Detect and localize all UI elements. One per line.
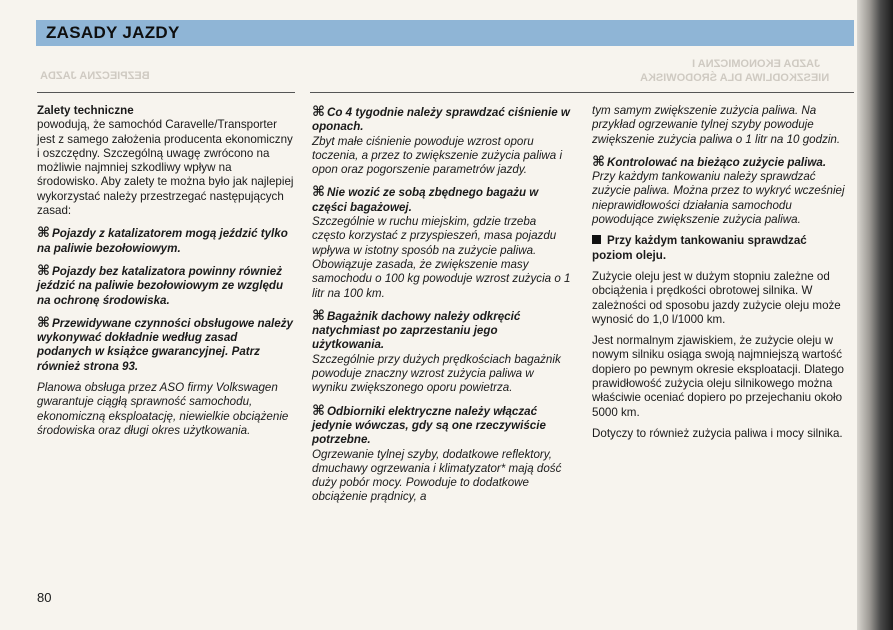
service-text: Przewidywane czynności obsługowe należy wykonywać dokładnie według zasad podanych w książce gwarancyjnej. Patrz również strona 93.	[37, 316, 293, 373]
tip-body: Szczególnie w ruchu miejskim, gdzie trzeba często korzystać z przyspieszeń, masa pojazdu wpływa w istotny sposób na zużycie paliwa. Obowiązuje zasada, że zwiększenie masy samochodu o 100 kg powoduje wzrost zużycia o 1 litr na 100 km.	[312, 215, 571, 300]
tip-heading: Nie wozić ze sobą zbędnego bagażu w części bagażowej.	[312, 186, 539, 214]
tip-heading: Co 4 tygodnie należy sprawdzać ciśnienie w oponach.	[312, 106, 570, 134]
tip-roof-rack	[312, 308, 571, 396]
paragraph-intro	[37, 104, 295, 218]
bullet-icon: ⌘	[312, 103, 325, 119]
intro-heading: Zalety techniczne	[37, 104, 134, 117]
bullet-icon: ⌘	[37, 313, 50, 330]
tip-tire-pressure	[312, 104, 571, 177]
catalyst-text: Pojazdy z katalizatorem mogą jeździć tylko na paliwie bezołowiowym.	[37, 227, 288, 255]
tip-oil-level	[592, 234, 850, 263]
intro-body: powodują, że samochód Caravelle/Transporter jest z samego założenia producenta ekonomiczny i oszczędny. Szczególną uwagę zwrócono na możliwie najmniej szkodliwy wpływ na środowisko. Aby zalety te można było jak najlepiej wykorzystać należy przestrzegać następujących zasad:	[37, 118, 294, 218]
oil-body-2: Jest normalnym zjawiskiem, że zużycie oleju w nowym silniku osiąga swoją najmniejszą wartość dopiero po pewnym okresie eksploatacji. Dlatego prawidłowość zużycia oleju silnikowego można właściwie oceniać dopiero po przejechaniu około 5000 km.	[592, 334, 844, 419]
section-title: ZASADY JAZDY	[46, 23, 180, 42]
square-bullet-icon	[592, 235, 601, 244]
tip-heading: Odbiorniki elektryczne należy włączać jedynie wówczas, gdy są one rzeczywiście potrzebne.	[312, 404, 546, 447]
bullet-icon: ⌘	[37, 224, 50, 241]
paragraph-aso: Planowa obsługa przez ASO firmy Volkswagen gwarantuje ciągłą sprawność samochodu, ekonomiczną eksploatację, niewielkie obciążenie środowiska oraz długi okres użytkowania.	[37, 381, 289, 437]
continued-text: tym samym zwiększenie zużycia paliwa. Na przykład ogrzewanie tylnej szyby powoduje zwiększenie zużycia paliwa o 1 litr na 10 godzin.	[592, 104, 841, 146]
paragraph-catalyst	[37, 225, 295, 256]
page-number: 80	[37, 590, 52, 605]
divider-right	[310, 92, 854, 93]
book-spine-shadow	[857, 0, 893, 630]
bullet-icon: ⌘	[312, 183, 325, 200]
divider-left	[37, 92, 295, 93]
tip-heading: Bagażnik dachowy należy odkręcić natychmiast po zaprzestaniu jego użytkowania.	[312, 309, 521, 352]
no-catalyst-text: Pojazdy bez katalizatora powinny również jeździć na paliwie bezołowiowym ze względu na ochronę środowiska.	[37, 264, 284, 307]
bullet-icon: ⌘	[592, 152, 605, 169]
bleed-through-text-right-1: JAZDA EKONOMICZNA I	[692, 58, 821, 70]
bullet-icon: ⌘	[37, 261, 50, 278]
tip-body: Ogrzewanie tylnej szyby, dodatkowe reflektory, dmuchawy ogrzewania i klimatyzator* mają dość duży pobór mocy. Powoduje to dodatkowe obciążenie prądnicy, a	[312, 447, 562, 504]
tip-luggage	[312, 184, 571, 300]
bullet-icon: ⌘	[312, 401, 325, 418]
tip-fuel-monitor	[592, 154, 850, 227]
column-1	[37, 104, 295, 445]
oil-body-3: Dotyczy to również zużycia paliwa i mocy silnika.	[592, 426, 843, 440]
paragraph-no-catalyst	[37, 263, 295, 308]
oil-body-1: Zużycie oleju jest w dużym stopniu zależne od obciążenia i prędkości obrotowej silnika. W zależności od sposobu jazdy zużycie oleju może wynosić do 1,0 l/1000 km.	[592, 269, 841, 326]
bullet-icon: ⌘	[312, 306, 325, 323]
tip-body: Szczególnie przy dużych prędkościach bagażnik powoduje znaczny wzrost zużycia paliwa w wyniku zwiększonego oporu powietrza.	[312, 352, 561, 395]
bleed-through-text-left: BEZPIECZNA JAZDA	[40, 70, 150, 82]
tip-body: Zbyt małe ciśnienie powoduje wzrost oporu toczenia, a przez to zwiększenie zużycia paliwa i opon oraz pogorszenie parametrów jazdy.	[312, 134, 563, 177]
column-3	[592, 104, 850, 448]
bleed-through-text-right-2: NIESZKODLIWA DLA ŚRODOWISKA	[640, 72, 830, 84]
column-2	[312, 104, 571, 512]
tip-heading: Przy każdym tankowaniu sprawdzać poziom oleju.	[592, 234, 807, 262]
tip-body: Przy każdym tankowaniu należy sprawdzać zużycie paliwa. Można przez to wykryć wcześniej nieprawidłowości działania samochodu powodujące zwiększenie zużycia paliwa.	[592, 170, 845, 227]
tip-heading: Kontrolować na bieżąco zużycie paliwa.	[607, 155, 827, 169]
tip-electrical	[312, 403, 571, 505]
section-header-bar	[36, 20, 854, 46]
paragraph-service	[37, 315, 295, 374]
